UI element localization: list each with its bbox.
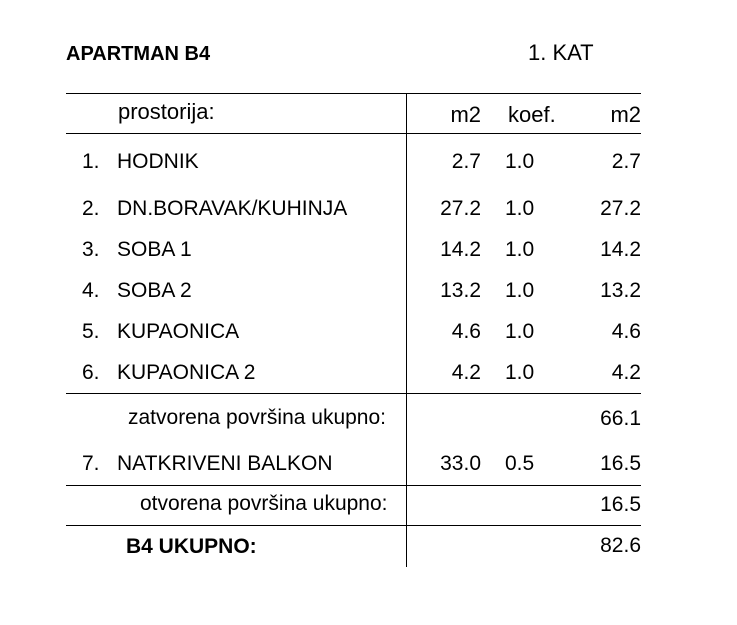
balcony-bottom-rule: [66, 485, 641, 486]
open-area-total-value: 16.5: [600, 493, 641, 516]
column-divider: [406, 93, 407, 567]
row-coefficient: 0.5: [505, 452, 535, 475]
row-weighted-area: 4.2: [611, 361, 641, 384]
row-room-name: KUPAONICA 2: [117, 361, 256, 384]
row-area: 14.2: [440, 238, 481, 261]
row-weighted-area: 4.6: [611, 320, 641, 343]
row-room-name: HODNIK: [117, 150, 199, 173]
open-total-bottom-rule: [66, 525, 641, 526]
grand-total-value: 82.6: [600, 534, 641, 557]
row-number: 7.: [82, 452, 100, 475]
row-area: 2.7: [451, 150, 481, 173]
row-number: 6.: [82, 361, 100, 384]
row-weighted-area: 13.2: [600, 279, 641, 302]
table-top-rule: [66, 93, 641, 94]
row-area: 4.2: [451, 361, 481, 384]
closed-area-total-value: 66.1: [600, 407, 641, 430]
grand-total-label: B4 UKUPNO:: [126, 535, 257, 558]
row-area: 13.2: [440, 279, 481, 302]
row-area: 27.2: [440, 197, 481, 220]
row-number: 3.: [82, 238, 100, 261]
floor-label: 1. KAT: [528, 40, 594, 65]
row-number: 5.: [82, 320, 100, 343]
row-room-name: NATKRIVENI BALKON: [117, 452, 333, 475]
row-room-name: SOBA 1: [117, 238, 192, 261]
row-coefficient: 1.0: [505, 150, 535, 173]
row-room-name: DN.BORAVAK/KUHINJA: [117, 197, 348, 220]
header-room: prostorija:: [118, 99, 215, 124]
header-weighted-area: m2: [610, 102, 641, 127]
row-area: 4.6: [451, 320, 481, 343]
open-area-total-label: otvorena površina ukupno:: [140, 492, 388, 515]
row-coefficient: 1.0: [505, 279, 535, 302]
header-bottom-rule: [66, 133, 641, 134]
row-weighted-area: 14.2: [600, 238, 641, 261]
header-area: m2: [450, 102, 481, 127]
rooms-bottom-rule: [66, 393, 641, 394]
row-coefficient: 1.0: [505, 238, 535, 261]
row-coefficient: 1.0: [505, 361, 535, 384]
row-room-name: SOBA 2: [117, 279, 192, 302]
row-number: 4.: [82, 279, 100, 302]
row-area: 33.0: [440, 452, 481, 475]
row-weighted-area: 16.5: [600, 452, 641, 475]
row-weighted-area: 2.7: [611, 150, 641, 173]
row-room-name: KUPAONICA: [117, 320, 240, 343]
row-coefficient: 1.0: [505, 320, 535, 343]
header-coefficient: koef.: [508, 102, 556, 127]
row-number: 1.: [82, 150, 100, 173]
row-number: 2.: [82, 197, 100, 220]
row-coefficient: 1.0: [505, 197, 535, 220]
row-weighted-area: 27.2: [600, 197, 641, 220]
apartment-title: APARTMAN B4: [66, 43, 211, 65]
closed-area-total-label: zatvorena površina ukupno:: [128, 406, 386, 429]
